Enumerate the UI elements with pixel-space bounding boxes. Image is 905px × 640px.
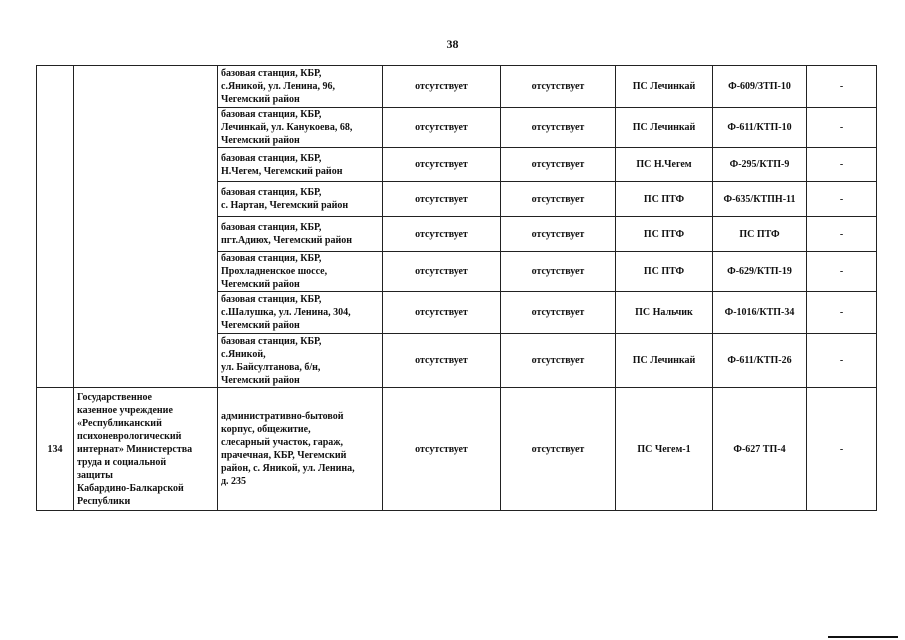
object-text-line: Лечинкай, ул. Канукоева, 68, <box>221 122 353 133</box>
object-text-line: базовая станция, КБР, <box>221 335 322 347</box>
col5-cell: отсутствует <box>501 108 616 148</box>
substation-cell: ПС Лечинкай <box>616 334 713 388</box>
object-text-line: Чегемский район <box>221 320 300 331</box>
object-cell <box>218 334 383 388</box>
object-cell <box>218 217 383 252</box>
object-text-line: с.Яникой, <box>221 348 266 360</box>
col4-cell: отсутствует <box>383 217 501 252</box>
object-text-line: д. 235 <box>221 476 247 487</box>
data-table <box>36 65 877 511</box>
object-text-line: Чегемский район <box>221 279 300 290</box>
col4-cell: отсутствует <box>383 388 501 511</box>
col4-cell: отсутствует <box>383 66 501 108</box>
object-cell <box>218 292 383 334</box>
feeder-cell: Ф-611/КТП-26 <box>713 334 807 388</box>
substation-cell: ПС ПТФ <box>616 182 713 217</box>
col5-cell: отсутствует <box>501 388 616 511</box>
feeder-cell: Ф-629/КТП-19 <box>713 252 807 292</box>
substation-cell: ПС ПТФ <box>616 252 713 292</box>
substation-cell: ПС Лечинкай <box>616 66 713 108</box>
feeder-cell: Ф-627 ТП-4 <box>713 388 807 511</box>
col5-cell: отсутствует <box>501 217 616 252</box>
substation-cell: ПС Лечинкай <box>616 108 713 148</box>
object-text-line: прачечная, КБР, Чегемский <box>221 450 347 461</box>
substation-cell: ПС Чегем-1 <box>616 388 713 511</box>
object-cell <box>218 148 383 182</box>
row-number-cell: 134 <box>37 388 74 511</box>
table-body <box>37 66 877 511</box>
substation-cell: ПС Нальчик <box>616 292 713 334</box>
organization-cell <box>74 388 218 511</box>
organization-text-line: «Республиканский <box>77 417 162 429</box>
object-text-line: с.Шалушка, ул. Ленина, 304, <box>221 307 351 318</box>
object-text-line: базовая станция, КБР, <box>221 253 322 264</box>
bottom-rule <box>828 636 898 638</box>
object-text-line: с.Яникой, ул. Ленина, 96, <box>221 81 336 92</box>
last-cell: - <box>807 148 877 182</box>
feeder-cell: Ф-635/КТПН-11 <box>713 182 807 217</box>
col5-cell: отсутствует <box>501 292 616 334</box>
object-text-line: базовая станция, КБР, <box>221 222 322 233</box>
col5-cell: отсутствует <box>501 66 616 108</box>
feeder-cell: Ф-1016/КТП-34 <box>713 292 807 334</box>
organization-text-line: казенное учреждение <box>77 404 173 416</box>
last-cell: - <box>807 182 877 217</box>
object-text-line: Прохладненское шоссе, <box>221 266 328 277</box>
object-text-line: базовая станция, КБР, <box>221 68 322 79</box>
object-cell <box>218 252 383 292</box>
col4-cell: отсутствует <box>383 182 501 217</box>
col4-cell: отсутствует <box>383 108 501 148</box>
object-text-line: слесарный участок, гараж, <box>221 437 344 448</box>
substation-cell: ПС Н.Чегем <box>616 148 713 182</box>
object-text-line: с. Нартан, Чегемский район <box>221 200 349 211</box>
object-text-line: ул. Байсултанова, б/н, <box>221 361 321 373</box>
organization-text-line: Кабардино-Балкарской <box>77 482 184 494</box>
feeder-cell: ПС ПТФ <box>713 217 807 252</box>
page-number: 38 <box>446 37 459 51</box>
object-cell <box>218 66 383 108</box>
organization-text-line: Республики <box>77 495 131 507</box>
last-cell: - <box>807 108 877 148</box>
organization-text-line: защиты <box>77 469 113 481</box>
col4-cell: отсутствует <box>383 148 501 182</box>
col4-cell: отсутствует <box>383 252 501 292</box>
object-text-line: Н.Чегем, Чегемский район <box>221 165 343 177</box>
object-text-line: пгт.Адиюх, Чегемский район <box>221 235 353 246</box>
object-text-line: базовая станция, КБР, <box>221 109 322 120</box>
table-row <box>37 66 877 108</box>
col4-cell: отсутствует <box>383 292 501 334</box>
object-cell <box>218 182 383 217</box>
organization-text-line: Государственное <box>77 391 152 403</box>
object-text-line: административно-бытовой <box>221 411 344 422</box>
organization-text-line: труда и социальной <box>77 456 167 468</box>
organization-text-line: интернат» Министерства <box>77 443 193 455</box>
last-cell: - <box>807 388 877 511</box>
last-cell: - <box>807 217 877 252</box>
feeder-cell: Ф-611/КТП-10 <box>713 108 807 148</box>
object-text-line: район, с. Яникой, ул. Ленина, <box>221 463 355 474</box>
last-cell: - <box>807 252 877 292</box>
col5-cell: отсутствует <box>501 334 616 388</box>
last-cell: - <box>807 292 877 334</box>
object-text-line: базовая станция, КБР, <box>221 152 322 164</box>
object-text-line: базовая станция, КБР, <box>221 294 322 305</box>
row-number-cell <box>37 66 74 388</box>
last-cell: - <box>807 66 877 108</box>
feeder-cell: Ф-295/КТП-9 <box>713 148 807 182</box>
col5-cell: отсутствует <box>501 252 616 292</box>
object-cell <box>218 388 383 511</box>
object-text-line: корпус, общежитие, <box>221 424 311 435</box>
object-cell <box>218 108 383 148</box>
last-cell: - <box>807 334 877 388</box>
organization-text-line: психоневрологический <box>77 430 182 442</box>
substation-cell: ПС ПТФ <box>616 217 713 252</box>
object-text-line: Чегемский район <box>221 374 300 386</box>
object-text-line: Чегемский район <box>221 94 300 105</box>
col4-cell: отсутствует <box>383 334 501 388</box>
object-text-line: базовая станция, КБР, <box>221 187 322 198</box>
feeder-cell: Ф-609/ЗТП-10 <box>713 66 807 108</box>
object-text-line: Чегемский район <box>221 135 300 146</box>
table-row <box>37 388 877 511</box>
organization-cell <box>74 66 218 388</box>
col5-cell: отсутствует <box>501 148 616 182</box>
col5-cell: отсутствует <box>501 182 616 217</box>
